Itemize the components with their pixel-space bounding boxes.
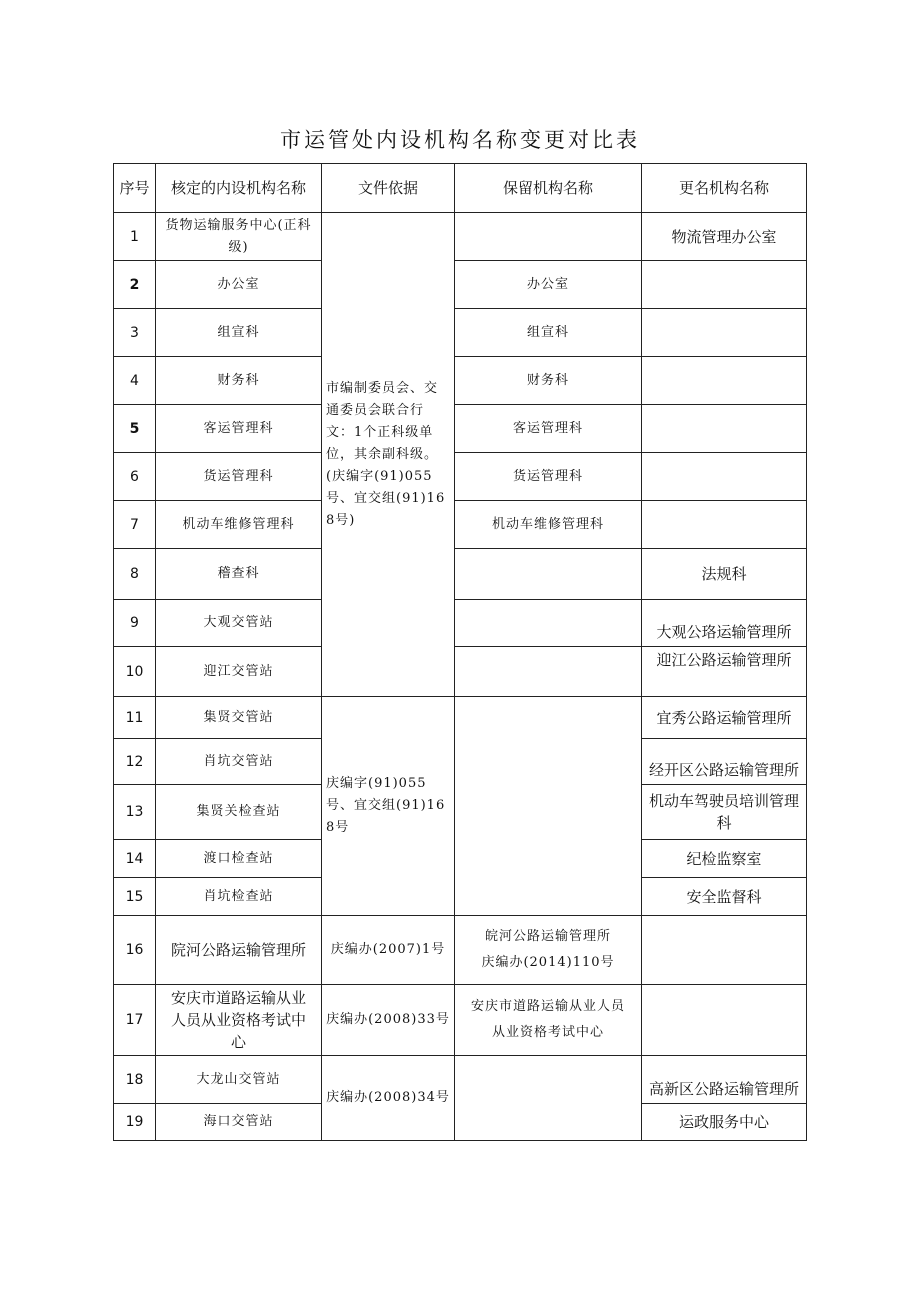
row-seq: 15 bbox=[114, 878, 156, 916]
row-seq: 18 bbox=[114, 1056, 156, 1104]
row-seq: 13 bbox=[114, 785, 156, 840]
row-approved: 安庆市道路运输从业人员从业资格考试中心 bbox=[156, 985, 322, 1056]
row-approved: 肖坑交管站 bbox=[156, 739, 322, 785]
row-renamed: 运政服务中心 bbox=[642, 1104, 807, 1141]
row-seq: 10 bbox=[114, 647, 156, 697]
row-renamed bbox=[642, 357, 807, 405]
header-renamed: 更名机构名称 bbox=[642, 164, 807, 213]
row-seq: 3 bbox=[114, 309, 156, 357]
row-approved: 海口交管站 bbox=[156, 1104, 322, 1141]
row-renamed bbox=[642, 309, 807, 357]
row-renamed bbox=[642, 261, 807, 309]
row-renamed bbox=[642, 501, 807, 549]
row-approved: 货运管理科 bbox=[156, 453, 322, 501]
row-seq: 17 bbox=[114, 985, 156, 1056]
header-basis: 文件依据 bbox=[322, 164, 455, 213]
table-row bbox=[114, 600, 807, 647]
row-renamed: 机动车驾驶员培训管理科 bbox=[642, 785, 807, 840]
row-approved: 集贤交管站 bbox=[156, 697, 322, 739]
table-row bbox=[114, 549, 807, 600]
row-approved: 迎江交管站 bbox=[156, 647, 322, 697]
page-title: 市运管处内设机构名称变更对比表 bbox=[280, 128, 640, 152]
row-retained bbox=[455, 213, 642, 261]
row-renamed: 法规科 bbox=[642, 549, 807, 600]
table-row bbox=[114, 647, 807, 697]
row-approved: 院河公路运输管理所 bbox=[156, 916, 322, 985]
row-seq: 7 bbox=[114, 501, 156, 549]
row-retained: 货运管理科 bbox=[455, 453, 642, 501]
row-basis: 庆编办(2008)33号 bbox=[322, 985, 455, 1056]
row-retained: 办公室 bbox=[455, 261, 642, 309]
row-retained bbox=[455, 1056, 642, 1141]
row-approved: 财务科 bbox=[156, 357, 322, 405]
row-renamed bbox=[642, 453, 807, 501]
row-retained bbox=[455, 647, 642, 697]
row-basis: 庆编办(2007)1号 bbox=[322, 916, 455, 985]
row-renamed: 纪检监察室 bbox=[642, 840, 807, 878]
table-header-row bbox=[114, 164, 807, 213]
row-seq: 9 bbox=[114, 600, 156, 647]
row-seq: 6 bbox=[114, 453, 156, 501]
row-approved: 组宣科 bbox=[156, 309, 322, 357]
row-approved: 渡口检查站 bbox=[156, 840, 322, 878]
table-row bbox=[114, 261, 807, 309]
row-approved: 机动车维修管理科 bbox=[156, 501, 322, 549]
row-seq: 1 bbox=[114, 213, 156, 261]
row-renamed bbox=[642, 916, 807, 985]
row-basis: 市编制委员会、交通委员会联合行文：1个正科级单位，其余副科级。(庆编字(91)055号、宜交组(91)168号) bbox=[322, 213, 455, 697]
row-retained: 财务科 bbox=[455, 357, 642, 405]
row-renamed: 迎江公路运输管理所 bbox=[642, 647, 807, 697]
table-row bbox=[114, 916, 807, 985]
row-basis: 庆编办(2008)34号 bbox=[322, 1056, 455, 1141]
row-retained: 安庆市道路运输从业人员从业资格考试中心 bbox=[455, 985, 642, 1056]
row-renamed: 宜秀公路运输管理所 bbox=[642, 697, 807, 739]
row-seq: 4 bbox=[114, 357, 156, 405]
table-row bbox=[114, 1056, 807, 1104]
row-approved: 货物运输服务中心(正科级) bbox=[156, 213, 322, 261]
table-row bbox=[114, 405, 807, 453]
row-retained bbox=[455, 600, 642, 647]
row-retained bbox=[455, 697, 642, 916]
row-basis: 庆编字(91)055号、宜交组(91)168号 bbox=[322, 697, 455, 916]
table-row bbox=[114, 357, 807, 405]
header-retained: 保留机构名称 bbox=[455, 164, 642, 213]
table-row bbox=[114, 453, 807, 501]
row-seq: 14 bbox=[114, 840, 156, 878]
comparison-table bbox=[113, 163, 807, 1141]
row-seq: 8 bbox=[114, 549, 156, 600]
row-approved: 集贤关检查站 bbox=[156, 785, 322, 840]
row-approved: 大观交管站 bbox=[156, 600, 322, 647]
row-approved: 办公室 bbox=[156, 261, 322, 309]
row-approved: 大龙山交管站 bbox=[156, 1056, 322, 1104]
table-row bbox=[114, 213, 807, 261]
row-approved: 稽查科 bbox=[156, 549, 322, 600]
row-approved: 肖坑检查站 bbox=[156, 878, 322, 916]
table-row bbox=[114, 501, 807, 549]
row-renamed: 大观公珞运输管理所 bbox=[642, 600, 807, 647]
row-renamed: 物流管理办公室 bbox=[642, 213, 807, 261]
row-retained: 客运管理科 bbox=[455, 405, 642, 453]
row-seq: 19 bbox=[114, 1104, 156, 1141]
row-renamed bbox=[642, 405, 807, 453]
table-row bbox=[114, 309, 807, 357]
row-retained: 组宣科 bbox=[455, 309, 642, 357]
row-renamed: 经开区公路运输管理所 bbox=[642, 739, 807, 785]
row-renamed: 安全监督科 bbox=[642, 878, 807, 916]
row-renamed bbox=[642, 985, 807, 1056]
table-row bbox=[114, 985, 807, 1056]
row-seq: 5 bbox=[114, 405, 156, 453]
row-seq: 12 bbox=[114, 739, 156, 785]
row-retained: 皖河公路运输管理所 庆编办(2014)110号 bbox=[455, 916, 642, 985]
table-row bbox=[114, 697, 807, 739]
row-retained bbox=[455, 549, 642, 600]
row-renamed: 高新区公路运输管理所 bbox=[642, 1056, 807, 1104]
header-seq: 序号 bbox=[114, 164, 156, 213]
row-approved: 客运管理科 bbox=[156, 405, 322, 453]
row-seq: 2 bbox=[114, 261, 156, 309]
row-retained: 机动车维修管理科 bbox=[455, 501, 642, 549]
row-seq: 11 bbox=[114, 697, 156, 739]
row-seq: 16 bbox=[114, 916, 156, 985]
header-approved: 核定的内设机构名称 bbox=[156, 164, 322, 213]
